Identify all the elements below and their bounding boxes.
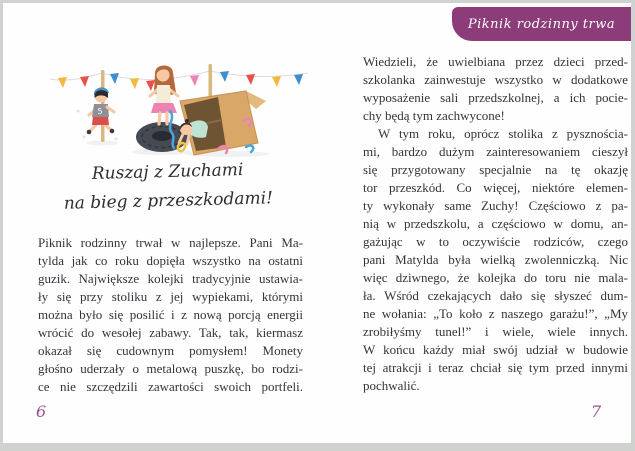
text-line: Wiedzieli, że uwielbiana przez dzieci przed- — [363, 54, 628, 69]
text-line: można było się posilić i z nową porcją energii — [38, 307, 303, 322]
text-line: tor przeszkód. Co więcej, niektóre elemen- — [363, 180, 628, 195]
text-line: więc dziwnego, że kolejka do toru nie mala- — [363, 270, 628, 285]
tire-hub — [152, 131, 172, 141]
girl-skirt — [151, 103, 177, 113]
streamer-yellow-icon — [178, 143, 185, 151]
illustration-canvas — [50, 48, 310, 160]
text-line: głośno uderzały o metalową puszkę, bo rodzi- — [38, 361, 303, 376]
text-line: W końcu każdy miał swój udział w budowie — [363, 342, 628, 357]
text-line: nią w przedszkolu, a częściowo w domu, an- — [363, 216, 628, 231]
boy-shorts — [92, 116, 109, 125]
text-line: tylda jak co roku dopięła wszystko na ostatni — [38, 253, 303, 268]
running-boy — [87, 88, 115, 135]
bunting-string — [50, 71, 308, 80]
pennant-flag-icon — [190, 75, 199, 86]
chapter-title: Piknik rodzinny trwa — [467, 16, 616, 32]
text-line: ła. Wśród czekających dało się słyszeć dum- — [363, 288, 628, 303]
pennant-flag-icon — [80, 76, 89, 87]
text-line: pochwalić. — [363, 378, 420, 393]
text-line: Piknik rodzinny trwał w najlepsze. Pani Ma- — [38, 235, 303, 250]
page-number-left: 6 — [36, 402, 47, 421]
child-arm — [187, 135, 189, 144]
text-line: ły się przy stoliku z jej wypiekami, którymi — [38, 289, 303, 304]
pennant-flag-icon — [294, 74, 303, 85]
text-line: ty wykonały same Zuchy! Częściowo z pa- — [363, 198, 628, 213]
boy-shoe — [87, 130, 92, 135]
girl-leg — [159, 113, 160, 124]
chapter-ribbon — [452, 7, 631, 41]
pennant-flag-icon — [146, 80, 155, 91]
text-line: ne wołania: „To koło z naszego garażu!”, „My — [363, 306, 628, 321]
text-line: okazał się cudownym pomysłem! Monety — [38, 343, 303, 358]
boy-shoe — [110, 129, 115, 134]
text-line: się przygotowany specjalnie na tę okazję — [363, 162, 628, 177]
text-line: guzik. Największe kolejki tradycyjnie ustawia- — [38, 271, 303, 286]
pennant-flag-icon — [246, 74, 255, 85]
page-number-right: 7 — [591, 402, 602, 421]
text-line: mi, bardzo dużym zainteresowaniem cieszył — [363, 144, 628, 159]
pennant-flag-icon — [220, 71, 229, 82]
streamer-blue-icon — [246, 146, 253, 152]
slogan-line: Ruszaj z Zuchami — [91, 160, 244, 184]
obstacle-course-illustration — [50, 48, 310, 160]
text-line: ce nie szczędzili zawartości swoich portfeli. — [38, 379, 303, 394]
bunting-flags — [58, 71, 303, 91]
boy-shirt-number: 5 — [97, 107, 103, 116]
text-line: wyposażenie sali przedszkolnej, a ich pocie- — [363, 90, 628, 105]
text-line: szkolanka zainwestuje wszystko w dodatkowe — [363, 72, 628, 87]
text-line: W tym roku, oprócz stolika z pysznościa- — [378, 126, 628, 141]
pennant-flag-icon — [272, 76, 281, 87]
book-spread — [3, 3, 631, 443]
left-page-text — [38, 234, 303, 396]
pennant-flag-icon — [58, 77, 67, 88]
pennant-flag-icon — [130, 78, 139, 89]
slogan-line: na bieg z przeszkodami! — [63, 188, 274, 214]
text-line: pani Matylda była wielką zwolenniczką. Nic — [363, 252, 628, 267]
child-hair-bun — [185, 119, 189, 123]
child-body — [190, 120, 208, 137]
text-line: zrobiłyśmy tunel!” i wiele, wiele innych. — [363, 324, 628, 339]
right-page-text — [363, 53, 628, 395]
text-line: chy będą tym zachwycone! — [363, 108, 505, 123]
pennant-flag-icon — [110, 73, 119, 84]
text-line: wrócić do wesołej zabawy. Tak, tak, kiermasz — [38, 325, 303, 340]
handwritten-slogan — [2, 154, 333, 221]
text-line: gażując w to oczywiście rodziców, czego — [363, 234, 628, 249]
text-line: tej atrakcji i teraz chciał się tym przed innymi — [363, 360, 628, 375]
girl-on-tire — [150, 66, 178, 125]
girl-top — [156, 85, 171, 103]
